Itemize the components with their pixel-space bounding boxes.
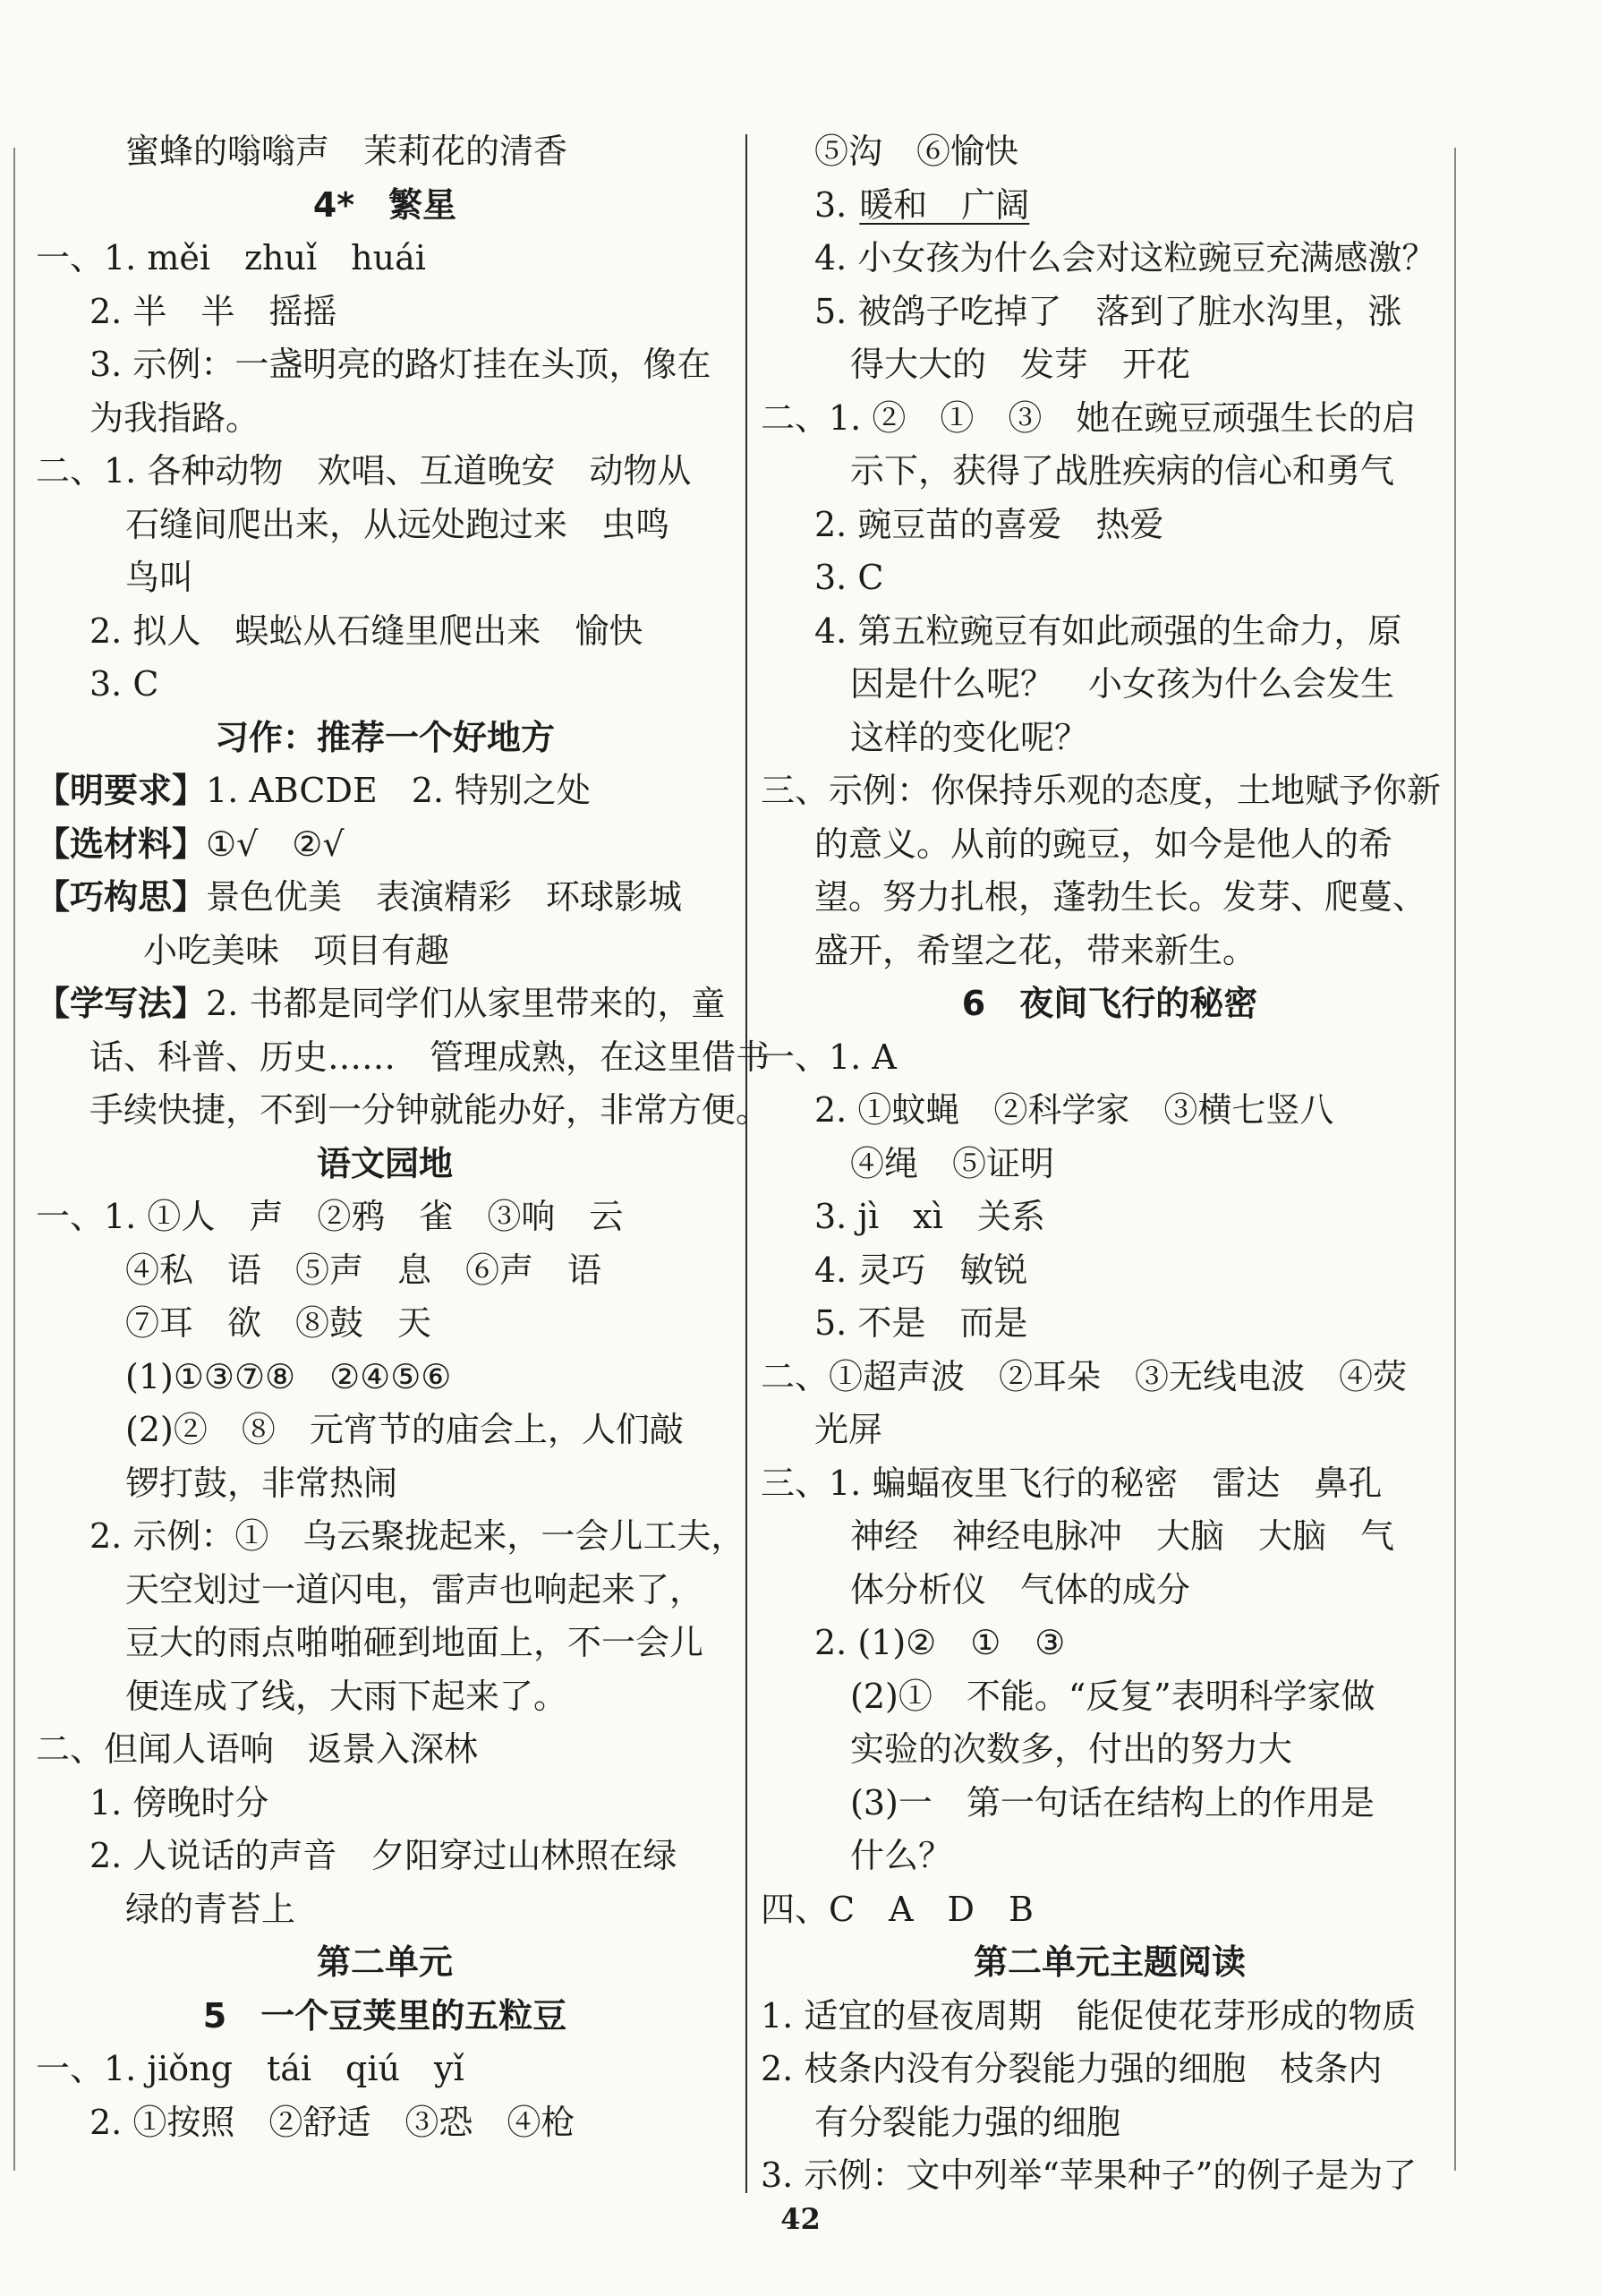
answer-line — [36, 2043, 734, 2096]
line-text: 2. 枝条内没有分裂能力强的细胞 枝条内 — [761, 2049, 1383, 2088]
line-text: 二、①超声波 ②耳朵 ③无线电波 ④荧 — [761, 1356, 1408, 1396]
line-text: 二、但闻人语响 返景入深林 — [36, 1729, 479, 1769]
line-text: 4* 繁星 — [312, 184, 457, 225]
answer-line — [36, 286, 734, 339]
line-text: 2. ①蚊蝇 ②科学家 ③横七竖八 — [814, 1090, 1334, 1130]
line-text: 2. 半 半 摇摇 — [89, 291, 337, 331]
section-heading — [36, 179, 734, 233]
answer-line — [761, 286, 1459, 339]
line-text: 三、示例：你保持乐观的态度，土地赋予你新 — [761, 771, 1442, 810]
line-text: 小吃美味 项目有趣 — [143, 930, 450, 970]
line-text: 豆大的雨点啪啪砸到地面上，不一会儿 — [125, 1623, 704, 1662]
line-text: 语文园地 — [316, 1143, 453, 1183]
line-text: 话、科普、历史…… 管理成熟，在这里借书 — [89, 1037, 771, 1077]
line-text: 1. 傍晚时分 — [89, 1782, 269, 1822]
answer-line — [761, 1510, 1459, 1564]
line-text: 什么？ — [850, 1836, 953, 1875]
answer-line — [761, 1617, 1459, 1670]
answer-line — [761, 1564, 1459, 1617]
answer-line — [36, 2096, 734, 2150]
line-text: 手续快捷，不到一分钟就能办好，非常方便。 — [89, 1090, 771, 1130]
line-text: 1. 适宜的昼夜周期 能促使花芽形成的物质 — [761, 1995, 1417, 2036]
answer-line — [36, 1723, 734, 1777]
line-text: 石缝间爬出来，从远处跑过来 虫鸣 — [125, 504, 670, 544]
answer-line — [761, 2043, 1459, 2096]
underlined-answer: 暖和 广阔 — [859, 184, 1030, 225]
page-number: 42 — [780, 2202, 821, 2236]
answer-line — [36, 551, 734, 605]
line-text: (1)①③⑦⑧ ②④⑤⑥ — [125, 1356, 452, 1396]
answer-line — [761, 1297, 1459, 1351]
answer-line — [761, 1404, 1459, 1457]
answer-line — [761, 1191, 1459, 1244]
answer-line — [36, 338, 734, 392]
line-text: 6 夜间飞行的秘密 — [961, 984, 1258, 1023]
line-text: 的意义。从前的豌豆，如今是他人的希 — [814, 824, 1393, 864]
line-text: 2. ①按照 ②舒适 ③恐 ④枪 — [89, 2102, 575, 2142]
answer-line — [36, 925, 734, 978]
answer-line — [761, 338, 1459, 392]
answer-line — [761, 2149, 1459, 2203]
column-divider — [745, 134, 747, 2193]
answer-line — [761, 605, 1459, 659]
line-text: 盛开，希望之花，带来新生。 — [814, 930, 1257, 970]
answer-line — [761, 1723, 1459, 1777]
line-text: 景色优美 表演精彩 环球影城 — [206, 877, 683, 917]
answer-line — [761, 1457, 1459, 1511]
line-text: 四、C A D B — [761, 1889, 1034, 1929]
right-column — [761, 125, 1459, 2203]
line-text: 有分裂能力强的细胞 — [814, 2102, 1121, 2142]
line-text: 习作：推荐一个好地方 — [214, 717, 555, 757]
answer-line — [36, 871, 734, 925]
line-text: 天空划过一道闪电，雷声也响起来了， — [125, 1569, 704, 1609]
line-text: 因是什么呢？ 小女孩为什么会发生 — [850, 664, 1395, 704]
answer-line — [36, 1830, 734, 1883]
answer-line — [761, 1084, 1459, 1138]
line-text: 4. 第五粒豌豆有如此顽强的生命力，原 — [814, 610, 1402, 651]
line-text: (2)① 不能。“反复”表明科学家做 — [850, 1676, 1375, 1716]
line-text: 锣打鼓，非常热闹 — [125, 1463, 398, 1503]
answer-line — [36, 1670, 734, 1724]
line-text: 第二单元 — [316, 1942, 453, 1982]
answer-line — [761, 1031, 1459, 1085]
line-text: 示下，获得了战胜疾病的信心和勇气 — [850, 451, 1395, 491]
line-text: 三、1. 蝙蝠夜里飞行的秘密 雷达 鼻孔 — [761, 1463, 1383, 1503]
line-text: ①√ ②√ — [206, 824, 345, 864]
line-text: 3. 示例：一盏明亮的路灯挂在头顶，像在 — [89, 345, 711, 384]
answer-line — [36, 605, 734, 659]
answer-line — [761, 445, 1459, 499]
answer-line — [761, 925, 1459, 978]
line-text: 5. 被鸽子吃掉了 落到了脏水沟里，涨 — [814, 291, 1402, 331]
line-text: 一、1. jiǒng tái qiú yǐ — [36, 2049, 464, 2088]
answer-line — [761, 125, 1459, 179]
line-text: 得大大的 发芽 开花 — [850, 345, 1191, 384]
section-heading — [36, 1936, 734, 1990]
answer-line — [36, 1883, 734, 1937]
answer-line — [36, 658, 734, 712]
answer-line — [36, 392, 734, 446]
answer-line — [36, 232, 734, 286]
answer-line — [761, 1883, 1459, 1937]
line-text: 5 一个豆荚里的五粒豆 — [202, 1995, 567, 2036]
answer-line — [36, 1191, 734, 1244]
section-heading — [36, 1990, 734, 2044]
section-heading — [761, 977, 1459, 1031]
line-text: ④绳 ⑤证明 — [850, 1143, 1055, 1183]
answer-line — [761, 392, 1459, 446]
line-text: 5. 不是 而是 — [814, 1303, 1028, 1343]
line-text: 实验的次数多，付出的努力大 — [850, 1729, 1293, 1769]
line-text: 望。努力扎根，蓬勃生长。发芽、爬蔓、 — [814, 877, 1427, 917]
line-text: 3. jì xì 关系 — [814, 1197, 1045, 1236]
line-text: 3. C — [89, 664, 159, 704]
answer-line — [36, 1777, 734, 1831]
answer-line — [761, 1777, 1459, 1831]
answer-line — [761, 1670, 1459, 1724]
line-text: 光屏 — [814, 1410, 883, 1449]
line-text: 2. 豌豆苗的喜爱 热爱 — [814, 504, 1164, 544]
line-text: 体分析仪 气体的成分 — [850, 1569, 1191, 1609]
answer-line — [761, 551, 1459, 605]
answer-line — [36, 445, 734, 499]
answer-line — [36, 1404, 734, 1457]
line-text: 3. C — [814, 558, 884, 597]
line-text: ⑦耳 欲 ⑧鼓 天 — [125, 1303, 432, 1343]
line-text: 2. 示例：① 乌云聚拢起来，一会儿工夫， — [89, 1516, 745, 1556]
line-text: 二、1. 各种动物 欢唱、互道晚安 动物从 — [36, 451, 692, 491]
line-text: 蜜蜂的嗡嗡声 茉莉花的清香 — [125, 132, 568, 171]
answer-line — [36, 818, 734, 872]
answer-line — [761, 1351, 1459, 1404]
answer-line — [761, 232, 1459, 286]
left-column — [36, 125, 771, 2149]
answer-line — [36, 1457, 734, 1511]
section-label: 【巧构思】 — [36, 877, 207, 917]
line-text: 2. (1)② ① ③ — [814, 1623, 1066, 1662]
line-text: 2. 人说话的声音 夕阳穿过山林照在绿 — [89, 1836, 677, 1875]
answer-line — [761, 658, 1459, 712]
answer-line — [36, 1297, 734, 1351]
answer-line — [36, 1617, 734, 1670]
line-text: 一、1. ①人 声 ②鸦 雀 ③响 云 — [36, 1197, 624, 1236]
answer-line — [761, 818, 1459, 872]
line-text: 二、1. ② ① ③ 她在豌豆顽强生长的启 — [761, 397, 1417, 438]
answer-line — [761, 1138, 1459, 1191]
answer-line — [36, 977, 734, 1031]
line-text: ④私 语 ⑤声 息 ⑥声 语 — [125, 1250, 602, 1290]
line-text: 一、1. A — [761, 1037, 897, 1077]
section-heading — [36, 1138, 734, 1191]
answer-line — [761, 1830, 1459, 1883]
line-text: 鸟叫 — [125, 558, 194, 597]
line-text: 2. 书都是同学们从家里带来的，童 — [206, 984, 726, 1023]
answer-line — [761, 179, 1459, 233]
line-text: 4. 小女孩为什么会对这粒豌豆充满感激？ — [814, 238, 1436, 277]
answer-line — [36, 1510, 745, 1564]
line-text: 绿的青苔上 — [125, 1889, 296, 1929]
line-text: 第二单元主题阅读 — [973, 1942, 1246, 1982]
answer-line — [36, 1351, 734, 1404]
answer-line — [761, 764, 1459, 818]
answer-line — [761, 1244, 1459, 1298]
answer-line — [36, 1031, 771, 1085]
line-text: 1. ABCDE 2. 特别之处 — [206, 771, 592, 810]
answer-line — [36, 764, 734, 818]
line-text: ⑤沟 ⑥愉快 — [814, 132, 1019, 171]
section-label: 【明要求】 — [36, 771, 207, 810]
section-heading — [761, 1936, 1459, 1990]
section-label: 【选材料】 — [36, 824, 207, 864]
answer-line — [761, 1990, 1459, 2044]
line-text: 一、1. měi zhuǐ huái — [36, 238, 426, 277]
answer-line — [761, 712, 1459, 765]
line-text: 4. 灵巧 敏锐 — [814, 1250, 1028, 1290]
line-text: 3. 示例：文中列举“苹果种子”的例子是为了 — [761, 2155, 1418, 2195]
answer-line — [761, 499, 1459, 552]
line-text: (2)② ⑧ 元宵节的庙会上，人们敲 — [125, 1410, 684, 1449]
line-text: 为我指路。 — [89, 397, 260, 438]
line-text: 2. 拟人 蜈蚣从石缝里爬出来 愉快 — [89, 610, 643, 651]
answer-line — [36, 1244, 734, 1298]
line-text: 这样的变化呢？ — [850, 717, 1089, 757]
page-edge-line-left — [13, 148, 15, 2171]
line-text: 神经 神经电脉冲 大脑 大脑 气 — [850, 1516, 1395, 1556]
answer-line — [36, 1564, 734, 1617]
answer-line — [761, 2096, 1459, 2150]
answer-line — [36, 499, 734, 552]
answer-line — [36, 1084, 771, 1138]
line-text: 3. — [814, 184, 847, 225]
section-label: 【学写法】 — [36, 984, 207, 1023]
line-text: (3)一 第一句话在结构上的作用是 — [850, 1782, 1375, 1822]
section-heading — [36, 712, 734, 765]
line-text: 便连成了线，大雨下起来了。 — [125, 1676, 568, 1716]
answer-line — [761, 871, 1459, 925]
answer-line — [36, 125, 734, 179]
